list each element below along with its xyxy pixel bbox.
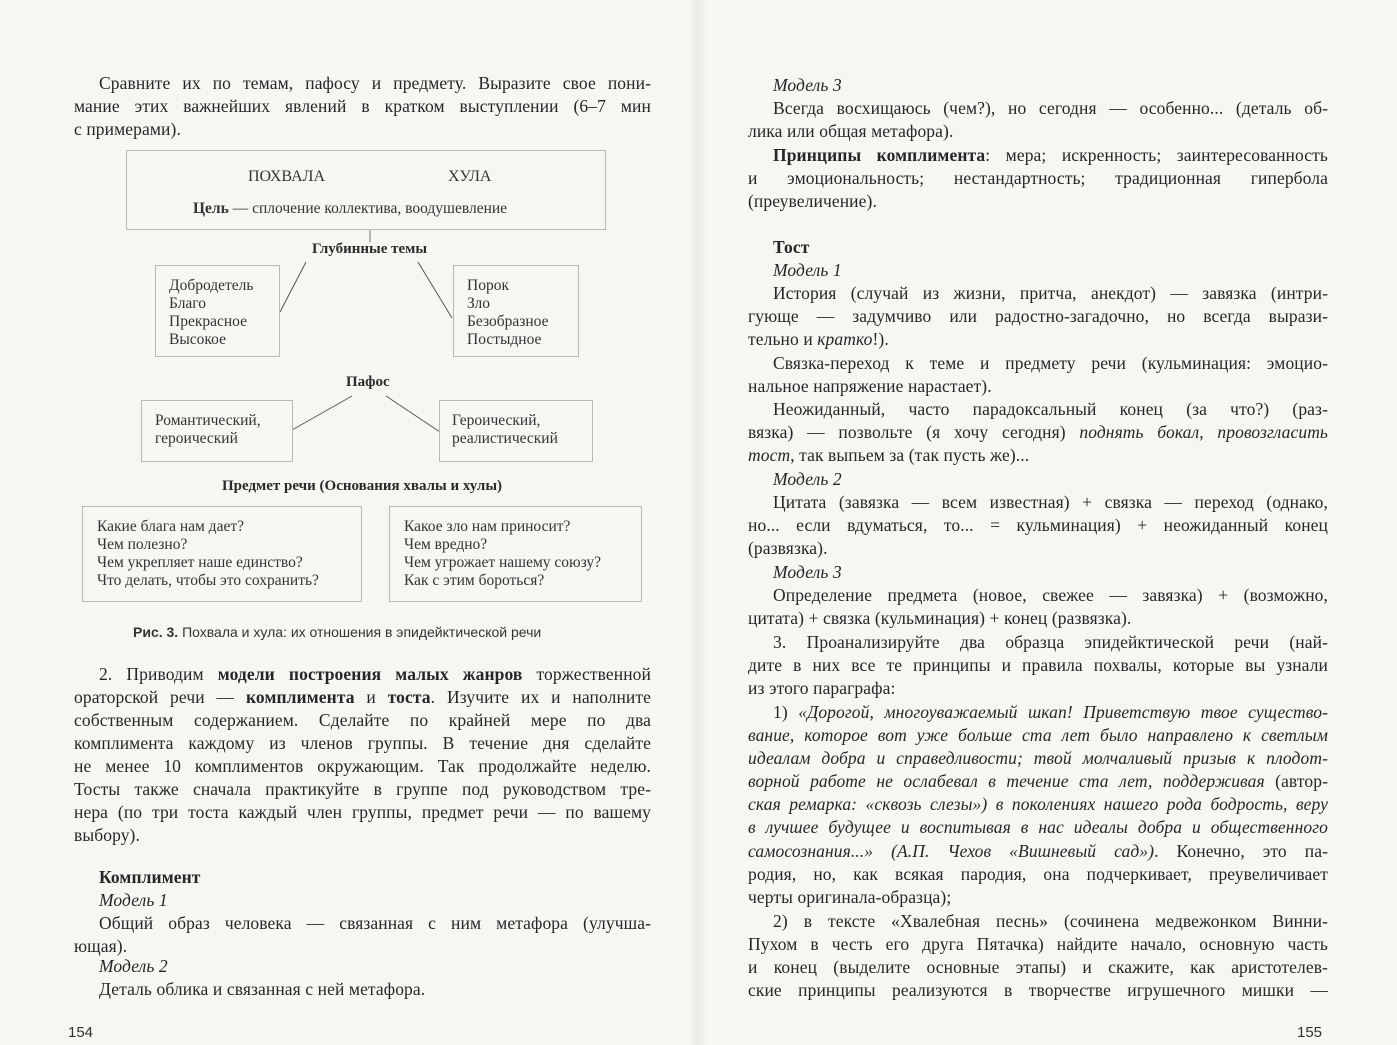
compliment-model1-line-2: ющая). bbox=[74, 936, 128, 956]
bold-run: Принципы комплимента bbox=[773, 145, 986, 165]
toast-model1-line-8 bbox=[748, 444, 1328, 467]
pathos-label: Пафос bbox=[346, 374, 390, 390]
pathos-left-item: героический bbox=[155, 430, 238, 447]
example1-line-3: идеалам добра и справедливости; твой молчаливый призыв к плодот- bbox=[748, 748, 1328, 768]
para2-line-5: не менее 10 комплиментов окружающим. Так продолжайте неделю. bbox=[74, 756, 651, 776]
figure-caption bbox=[133, 624, 541, 640]
goal-label: Цель bbox=[193, 200, 229, 217]
compliment-model2-heading: Модель 2 bbox=[99, 956, 168, 976]
toast-model3-line-2: цитата) + связка (кульминация) + конец (развязка). bbox=[748, 608, 1132, 628]
italic-run: ворной работе не ослабевал в течение ста лет, поддерживая bbox=[748, 771, 1265, 791]
theme-left-item: Прекрасное bbox=[169, 313, 247, 330]
subject-right-item: Чем угрожает нашему союзу? bbox=[404, 554, 602, 571]
page-number-left: 154 bbox=[68, 1024, 94, 1041]
bold-run: тоста bbox=[387, 687, 431, 707]
right-page bbox=[700, 0, 1397, 1045]
toast-model1-line-1: История (случай из жизни, притча, анекдот) — завязка (интри- bbox=[773, 283, 1328, 303]
theme-right-item: Безобразное bbox=[467, 313, 549, 330]
example2-line-2: Пухом в честь его друга Пятачка) найдите начало, основную часть bbox=[748, 934, 1328, 954]
text-run: вязка) — позвольте (я хочу сегодня) bbox=[748, 422, 1080, 442]
toast-model2-line-1: Цитата (завязка — всем известная) + связка — переход (однако, bbox=[773, 492, 1328, 512]
example1-line-7 bbox=[748, 840, 1328, 863]
text-run: : мера; искренность; заинтересованность bbox=[985, 145, 1328, 165]
example1-line-4 bbox=[748, 770, 1328, 793]
para2-line-2 bbox=[74, 686, 651, 709]
example2-line-4: ские принципы реализуются в творчестве игрушечного мишки — bbox=[748, 980, 1328, 1000]
subject-left-item: Чем полезно? bbox=[97, 536, 188, 553]
toast-model1-line-3 bbox=[748, 328, 1328, 351]
compliment-model3-line-1: Всегда восхищаюсь (чем?), но сегодня — особенно... (деталь об- bbox=[773, 98, 1328, 118]
subject-right-item: Чем вредно? bbox=[404, 536, 488, 553]
task3-line-1: 3. Проанализируйте два образца эпидейктической речи (най- bbox=[773, 632, 1328, 652]
toast-model2-heading: Модель 2 bbox=[773, 469, 842, 489]
italic-run: «Дорогой, многоуважаемый шкап! Приветствую твое существо- bbox=[798, 702, 1328, 722]
toast-model2-line-3: (развязка). bbox=[748, 538, 828, 558]
subject-label: Предмет речи (Основания хвалы и хулы) bbox=[222, 478, 503, 494]
example2-line-1: 2) в тексте «Хвалебная песнь» (сочинена медвежонком Винни- bbox=[773, 911, 1328, 931]
compliment-model3-line-2: лика или общая метафора). bbox=[748, 121, 954, 141]
theme-left-item: Высокое bbox=[169, 331, 226, 348]
left-page bbox=[0, 0, 690, 1045]
italic-run: самосознания...» (А.П. Чехов «Вишневый сад») bbox=[748, 841, 1155, 861]
para2-line-8: выбору). bbox=[74, 825, 140, 845]
bold-run: модели построения малых жанров bbox=[217, 664, 523, 684]
para2-line-1 bbox=[74, 663, 651, 686]
toast-model3-heading: Модель 3 bbox=[773, 562, 842, 582]
task3-line-3: из этого параграфа: bbox=[748, 678, 896, 698]
toast-model1-line-2: гующе — задумчиво или радостно-загадочно, но всегда вырази- bbox=[748, 306, 1328, 326]
toast-model3-line-1: Определение предмета (новое, свежее — завязка) + (возможно, bbox=[773, 585, 1328, 605]
example1-line-6: в лучшее будущее и воспитывая в нас идеалы добра и общественного bbox=[748, 817, 1328, 837]
text-run: 1) bbox=[773, 702, 799, 722]
text-run: !). bbox=[872, 329, 889, 349]
italic-run: поднять бокал, провозгласить bbox=[1079, 422, 1328, 442]
compliment-model1-line-1: Общий образ человека — связанная с ним метафора (улучша- bbox=[99, 913, 651, 933]
principles-line-1 bbox=[748, 144, 1328, 167]
pathos-right-item: реалистический bbox=[452, 430, 558, 447]
figure-caption-label: Рис. 3. bbox=[133, 624, 179, 640]
page-number-right: 155 bbox=[1297, 1024, 1323, 1041]
goal-line bbox=[193, 200, 507, 218]
compliment-model3-heading: Модель 3 bbox=[773, 75, 842, 95]
example1-line-8: родия, но, как всякая пародия, она подчеркивает, преувеличивает bbox=[748, 864, 1328, 884]
subject-right-item: Какое зло нам приносит? bbox=[404, 518, 571, 535]
toast-model1-line-6: Неожиданный, часто парадоксальный конец (за что?) (раз- bbox=[773, 399, 1328, 419]
subject-left-item: Чем укрепляет наше единство? bbox=[97, 554, 303, 571]
italic-run: ская ремарка: «сквозь слезы») bbox=[748, 794, 988, 814]
figure-caption-text: Похвала и хула: их отношения в эпидейктической речи bbox=[178, 624, 542, 640]
theme-right-item: Постыдное bbox=[467, 331, 542, 348]
text-run: . Конечно, это па- bbox=[1154, 841, 1328, 861]
toast-model1-line-5: нальное напряжение нарастает). bbox=[748, 376, 992, 396]
example2-line-3: и конец (выделите основные этапы) и скажите, как аристотелев- bbox=[748, 957, 1328, 977]
italic-run: в поколениях нашего рода бодрость, веру bbox=[987, 794, 1328, 814]
example1-line-5 bbox=[748, 793, 1328, 816]
toast-model2-line-2: но... если вдуматься, то... = кульминация) + неожиданный конец bbox=[748, 515, 1328, 535]
text-run: тельно и bbox=[748, 329, 818, 349]
italic-run: кратко bbox=[817, 329, 873, 349]
text-run: 2. Приводим bbox=[99, 664, 218, 684]
para2-line-7: нера (по три тоста каждый член группы, предмет речи — по вашему bbox=[74, 802, 651, 822]
compliment-heading: Комплимент bbox=[99, 867, 201, 887]
subject-right-item: Как с этим бороться? bbox=[404, 572, 545, 589]
blame-heading: ХУЛА bbox=[448, 168, 492, 185]
goal-box bbox=[126, 150, 606, 230]
goal-text: — сплочение коллектива, воодушевление bbox=[228, 200, 508, 217]
compliment-model2-line: Деталь облика и связанная с ней метафора. bbox=[99, 979, 426, 999]
theme-right-item: Порок bbox=[467, 277, 509, 294]
theme-left-item: Добродетель bbox=[169, 277, 254, 294]
text-run: (автор- bbox=[1264, 771, 1329, 791]
example1-line-9: черты оригинала-образца); bbox=[748, 887, 952, 907]
compliment-model1-heading: Модель 1 bbox=[99, 890, 168, 910]
pathos-left-item: Романтический, bbox=[155, 412, 261, 429]
toast-heading: Тост bbox=[773, 237, 810, 257]
intro-line-3: с примерами). bbox=[74, 119, 181, 139]
task3-line-2: дите в них все те принципы и правила похвалы, которые вы узнали bbox=[748, 655, 1328, 675]
text-run: . Изучите их и наполните bbox=[430, 687, 652, 707]
bold-run: комплимента bbox=[245, 687, 355, 707]
toast-model1-line-4: Связка-переход к теме и предмету речи (кульминация: эмоцио- bbox=[773, 353, 1328, 373]
example1-line-1 bbox=[748, 701, 1328, 724]
toast-model1-heading: Модель 1 bbox=[773, 260, 842, 280]
pathos-right-item: Героический, bbox=[452, 412, 541, 429]
para2-line-3: собственным содержанием. Сделайте по крайней мере по два bbox=[74, 710, 651, 730]
principles-line-2: и эмоциональность; нестандартность; традиционная гипербола bbox=[748, 168, 1328, 188]
intro-line-1: Сравните их по темам, пафосу и предмету. Выразите свое пони- bbox=[99, 73, 651, 93]
text-run: ораторской речи — bbox=[74, 687, 246, 707]
principles-line-3: (преувеличение). bbox=[748, 191, 877, 211]
text-run: , так выпьем за (так пусть же)... bbox=[790, 445, 1030, 465]
subject-left-item: Какие блага нам дает? bbox=[97, 518, 244, 535]
example1-line-2: вание, которое вот уже больше ста лет было направлено к светлым bbox=[748, 725, 1328, 745]
praise-heading: ПОХВАЛА bbox=[248, 168, 326, 185]
para2-line-4: комплимента каждому из членов группы. В течение дня сделайте bbox=[74, 733, 651, 753]
intro-line-2: мание этих важнейших явлений в кратком выступлении (6–7 мин bbox=[74, 96, 651, 116]
italic-run: тост bbox=[748, 445, 791, 465]
text-run: и bbox=[354, 687, 388, 707]
text-run: торжественной bbox=[522, 664, 651, 684]
toast-model1-line-7 bbox=[748, 421, 1328, 444]
theme-left-item: Благо bbox=[169, 295, 207, 312]
para2-line-6: Тосты также сначала практикуйте в группе под руководством тре- bbox=[74, 779, 651, 799]
themes-label: Глубинные темы bbox=[312, 241, 428, 257]
theme-right-item: Зло bbox=[467, 295, 491, 312]
subject-left-item: Что делать, чтобы это сохранить? bbox=[97, 572, 319, 589]
